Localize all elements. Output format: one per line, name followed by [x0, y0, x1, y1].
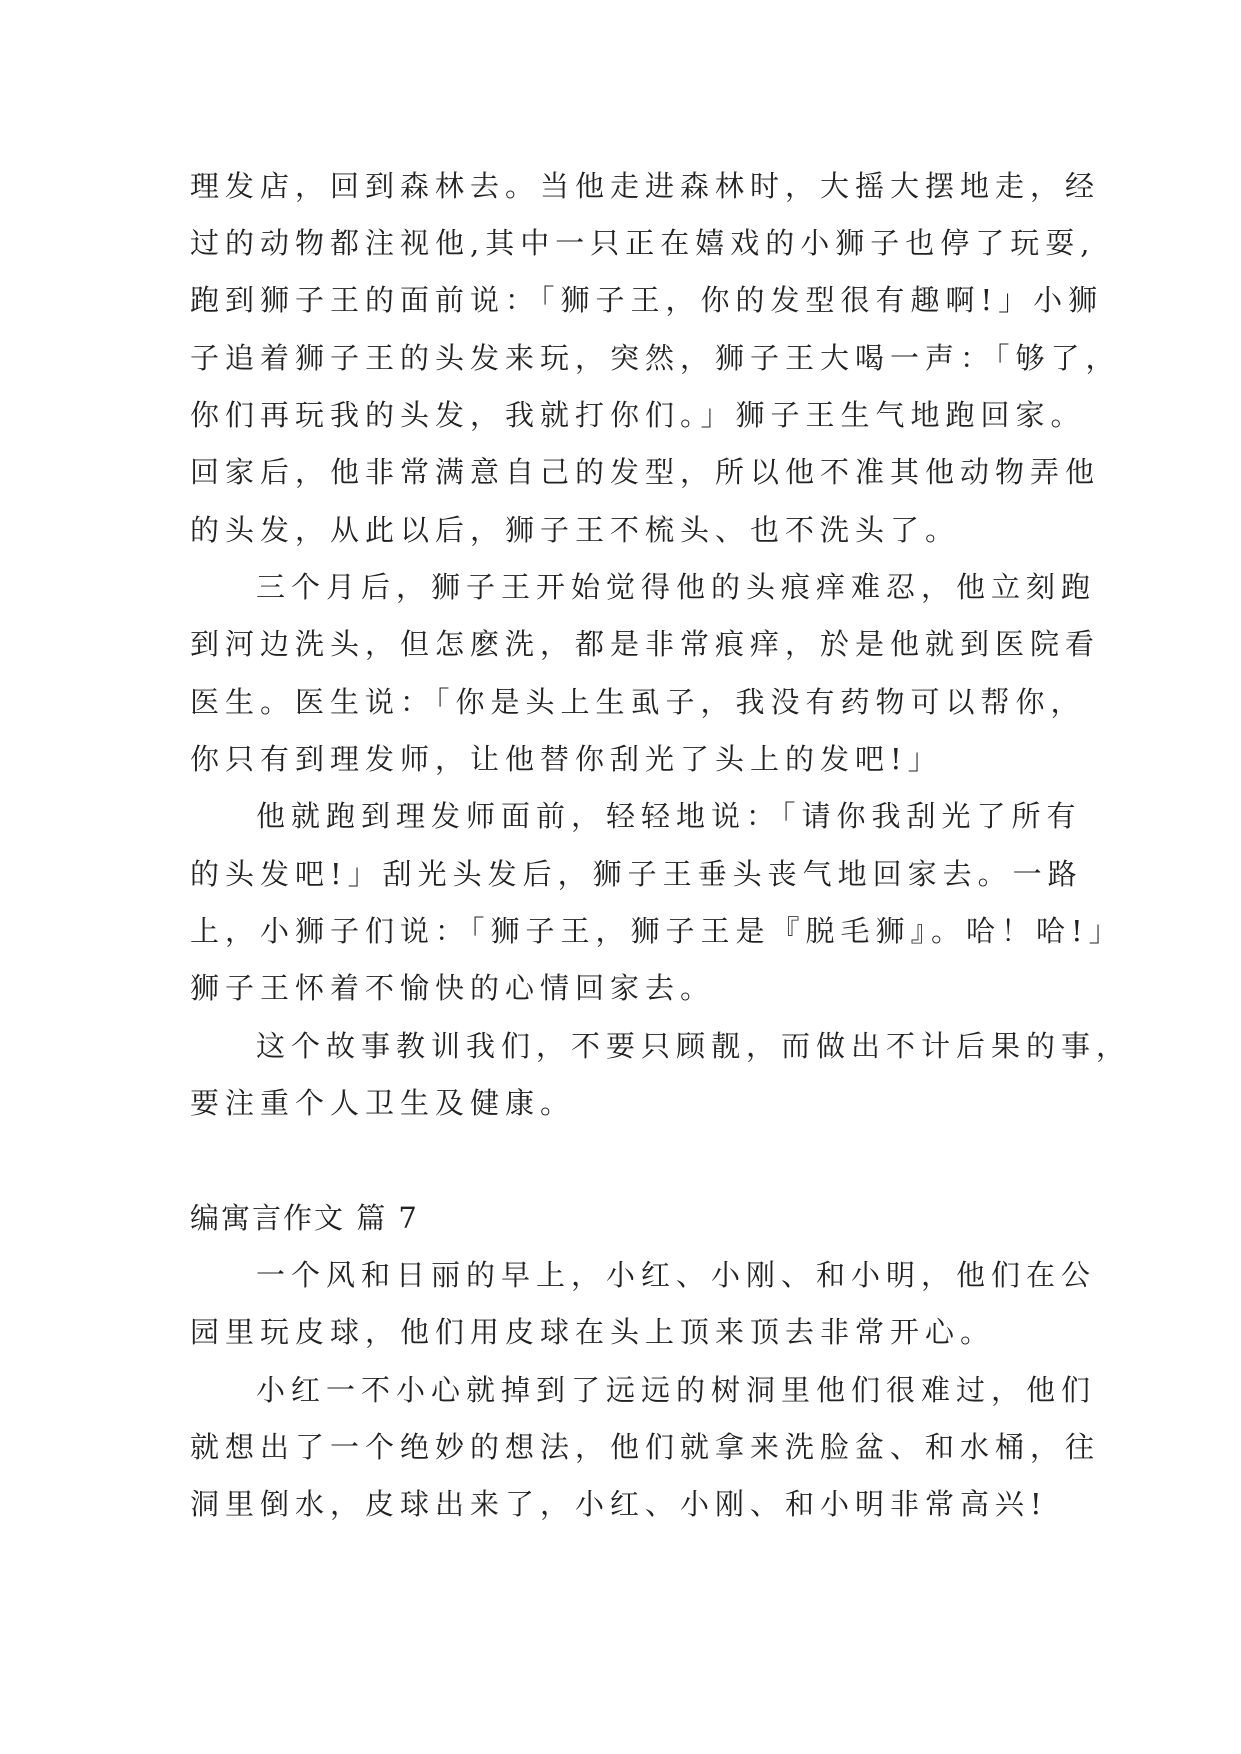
paragraph-first-line: 这个故事教训我们，不要只顾靓，而做出不计后果的事，: [256, 1029, 1132, 1063]
text-line: 就想出了一个绝妙的想法，他们就拿来洗脸盆、和水桶，往: [190, 1430, 1101, 1464]
paragraph-first-line: 小红一不小心就掉到了远远的树洞里他们很难过，他们: [256, 1373, 1097, 1407]
text-line: 你只有到理发师，让他替你刮光了头上的发吧!」: [190, 742, 943, 776]
text-line: 你们再玩我的头发，我就打你们。」狮子王生气地跑回家。: [190, 398, 1086, 432]
text-line: 子追着狮子王的头发来玩，突然，狮子王大喝一声：「够了，: [190, 341, 1121, 375]
section-heading: 编寓言作文 篇 7: [190, 1201, 419, 1235]
paragraph-first-line: 三个月后，狮子王开始觉得他的头痕痒难忍，他立刻跑: [256, 570, 1097, 604]
text-line: 过的动物都注视他,其中一只正在嬉戏的小狮子也停了玩耍,: [190, 226, 1096, 260]
text-line: 园里玩皮球，他们用皮球在头上顶来顶去非常开心。: [190, 1315, 996, 1349]
text-line: 医生。医生说：「你是头上生虱子，我没有药物可以帮你，: [190, 685, 1086, 719]
text-line: 的头发吧!」刮光头发后，狮子王垂头丧气地回家去。一路: [190, 857, 1083, 891]
text-line: 洞里倒水，皮球出来了，小红、小刚、和小明非常高兴!: [190, 1487, 1048, 1521]
text-line: 到河边洗头，但怎麽洗，都是非常痕痒，於是他就到医院看: [190, 627, 1101, 661]
text-line: 狮子王怀着不愉快的心情回家去。: [190, 971, 716, 1005]
text-line: 回家后，他非常满意自己的发型，所以他不准其他动物弄他: [190, 455, 1101, 489]
text-line: 要注重个人卫生及健康。: [190, 1086, 576, 1120]
text-line: 跑到狮子王的面前说：「狮子王，你的发型很有趣啊!」小狮: [190, 283, 1104, 317]
paragraph-first-line: 一个风和日丽的早上，小红、小刚、和小明，他们在公: [256, 1258, 1097, 1292]
text-line: 上，小狮子们说：「狮子王，狮子王是『脱毛狮』。哈！哈!」: [190, 914, 1124, 948]
text-line: 理发店，回到森林去。当他走进森林时，大摇大摆地走，经: [190, 169, 1101, 203]
paragraph-first-line: 他就跑到理发师面前，轻轻地说：「请你我刮光了所有: [256, 799, 1082, 833]
text-line: 的头发，从此以后，狮子王不梳头、也不洗头了。: [190, 513, 961, 547]
